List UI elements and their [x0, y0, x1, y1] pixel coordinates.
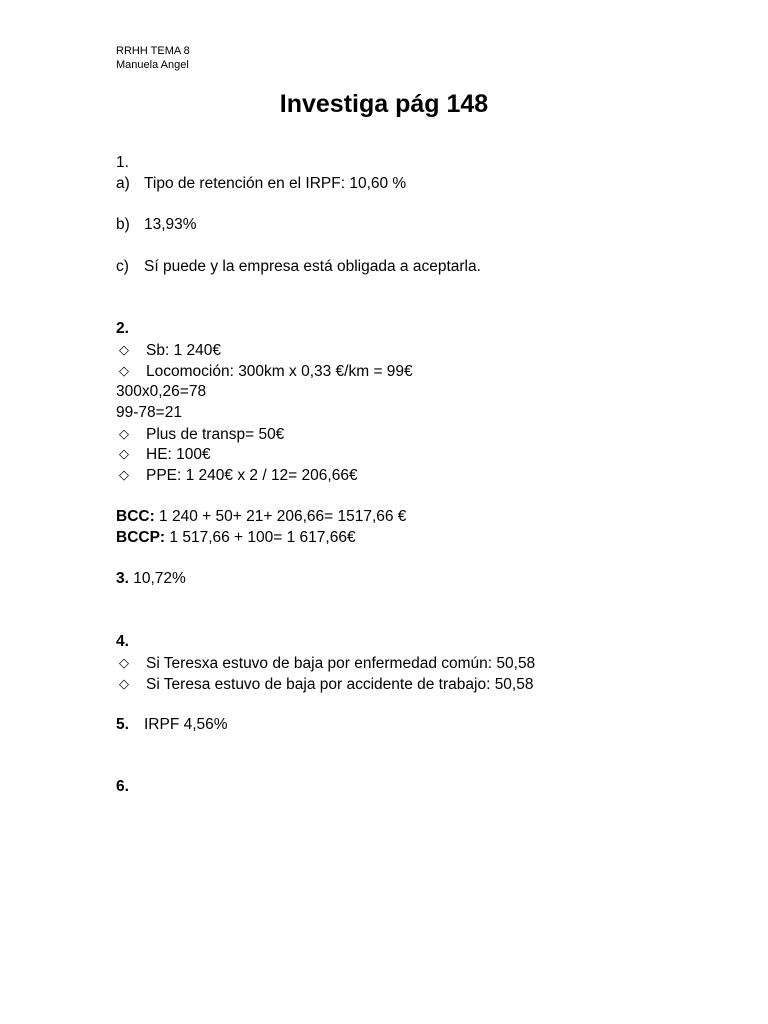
q2-calc-2: 99-78=21 — [116, 404, 182, 421]
list-label: c) — [116, 258, 129, 275]
q3-number: 3. — [116, 570, 129, 587]
diamond-bullet-icon: ◇ — [119, 467, 129, 482]
diamond-bullet-icon: ◇ — [119, 446, 129, 461]
q2-bcc — [116, 507, 406, 527]
q1-answer-c — [116, 257, 481, 277]
list-text: Tipo de retención en el IRPF: 10,60 % — [144, 175, 407, 192]
bccp-value: 1 517,66 + 100= 1 617,66€ — [165, 529, 356, 546]
list-text: Sí puede y la empresa está obligada a aceptarla. — [144, 258, 481, 275]
q2-number: 2. — [116, 320, 129, 337]
q2-bullet-5: ◇ PPE: 1 240€ x 2 / 12= 206,66€ — [116, 465, 358, 486]
q5-number: 5. — [116, 716, 129, 733]
q2-bullet-2: ◇ Locomoción: 300km x 0,33 €/km = 99€ — [116, 361, 413, 382]
bccp-label: BCCP: — [116, 529, 166, 546]
q2-calc-1: 300x0,26=78 — [116, 383, 207, 400]
q4-bullet-2: ◇ Si Teresa estuvo de baja por accidente de trabajo: 50,58 — [116, 674, 533, 695]
q1-answer-a — [116, 174, 406, 194]
q2-bullet-3: ◇ Plus de transp= 50€ — [116, 424, 284, 445]
diamond-bullet-icon: ◇ — [119, 342, 129, 357]
page-title: Investiga pág 148 — [279, 90, 489, 118]
q5-answer: 5. IRPF 4,56% — [116, 716, 228, 733]
q2-bullet-4: ◇ HE: 100€ — [116, 444, 211, 465]
list-text: 13,93% — [144, 216, 197, 233]
bcc-value: 1 240 + 50+ 21+ 206,66= 1517,66 € — [154, 508, 407, 525]
q1-answer-b — [116, 215, 197, 235]
q6-number: 6. — [116, 778, 129, 795]
diamond-bullet-icon: ◇ — [119, 655, 129, 670]
q2-bccp — [116, 528, 356, 548]
header-line-2: Manuela Angel — [116, 59, 189, 71]
q3-answer: 3. 10,72% — [116, 570, 186, 587]
list-label: b) — [116, 216, 130, 233]
diamond-bullet-icon: ◇ — [119, 426, 129, 441]
q2-bullet-1: ◇ Sb: 1 240€ — [116, 340, 221, 361]
list-label: a) — [116, 175, 130, 192]
q4-bullet-1: ◇ Si Teresxa estuvo de baja por enfermedad común: 50,58 — [116, 653, 535, 674]
diamond-bullet-icon: ◇ — [119, 363, 129, 378]
header-line-1: RRHH TEMA 8 — [116, 45, 190, 57]
bcc-label: BCC: — [116, 508, 155, 525]
q4-number: 4. — [116, 633, 129, 650]
diamond-bullet-icon: ◇ — [119, 676, 129, 691]
q1-number: 1. — [116, 154, 129, 171]
